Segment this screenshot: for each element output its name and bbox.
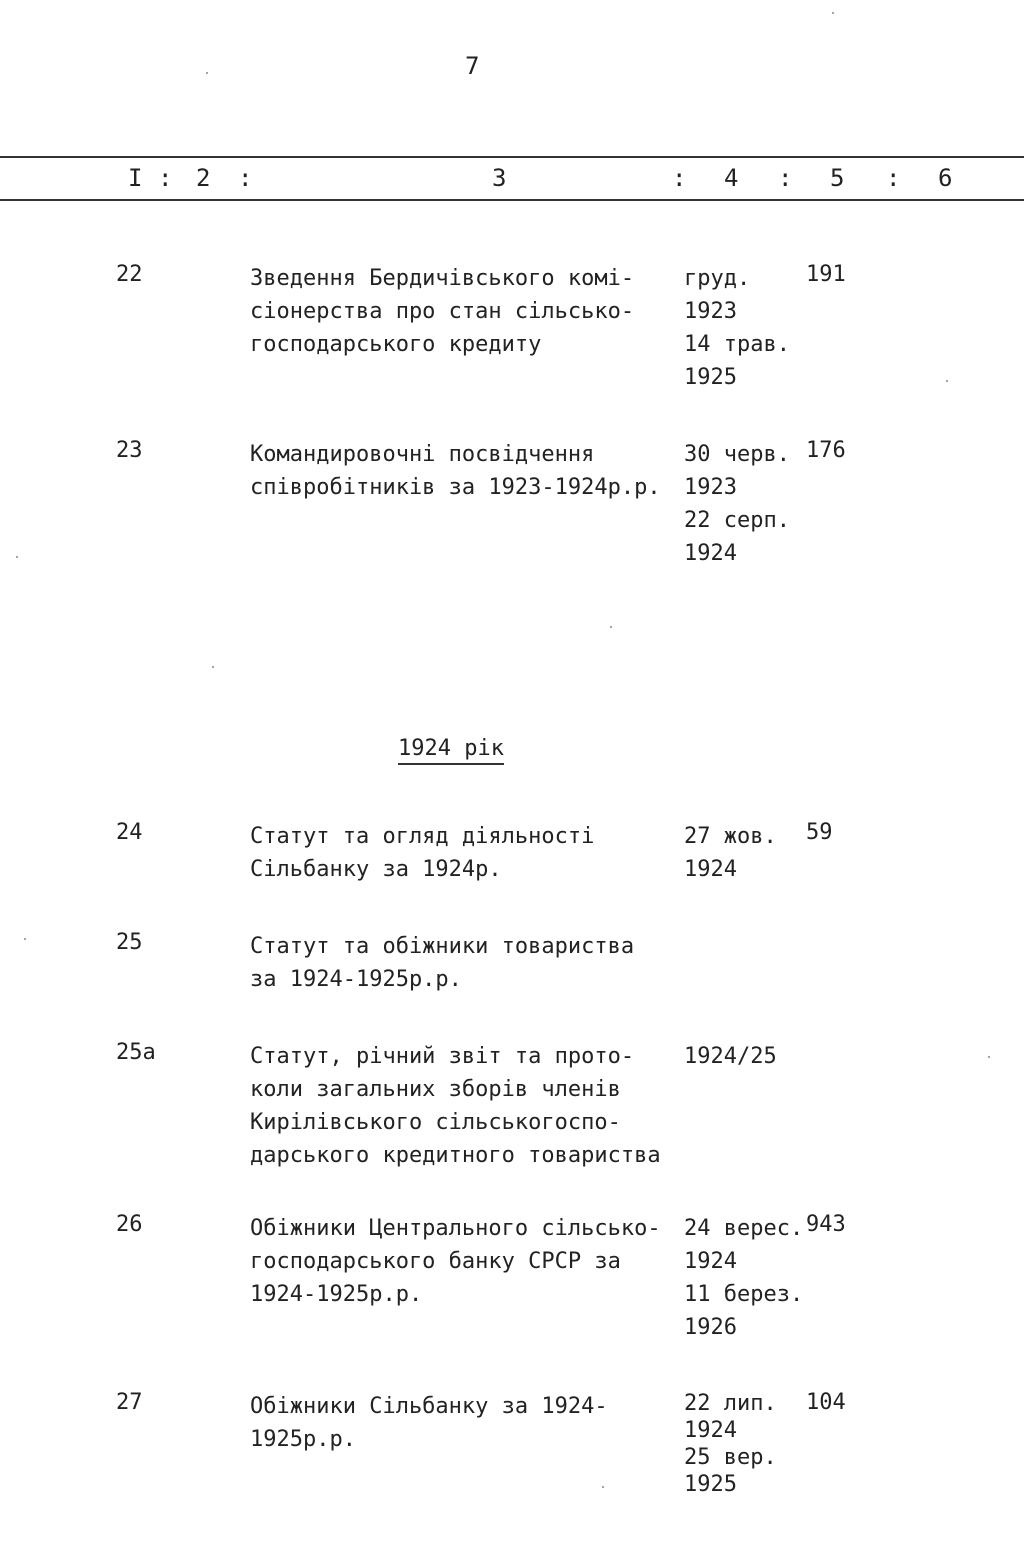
row-sheets: 104 bbox=[806, 1390, 846, 1415]
row-number: 27 bbox=[116, 1390, 143, 1415]
page-number: 7 bbox=[465, 52, 480, 80]
header-separator: : bbox=[158, 164, 173, 192]
header-separator: : bbox=[238, 164, 253, 192]
header-separator: : bbox=[778, 164, 793, 192]
title-line: 1925р.р. bbox=[250, 1427, 356, 1452]
scan-speck bbox=[602, 1486, 604, 1488]
scan-speck bbox=[610, 626, 612, 628]
date-line: 24 верес. bbox=[684, 1216, 804, 1241]
row-sheets: 191 bbox=[806, 262, 846, 287]
title-line: Зведення Бердичівського комі- bbox=[250, 266, 635, 291]
header-col-1: I bbox=[128, 164, 143, 192]
title-line: сіонерства про стан сільсько- bbox=[250, 299, 635, 324]
title-line: Сільбанку за 1924р. bbox=[250, 857, 502, 882]
header-separator: : bbox=[672, 164, 687, 192]
scan-speck bbox=[16, 556, 18, 558]
row-title bbox=[250, 1390, 680, 1456]
title-line: Статут, річний звіт та прото- bbox=[250, 1044, 635, 1069]
row-dates bbox=[684, 1212, 803, 1344]
row-number: 23 bbox=[116, 438, 143, 463]
date-line: 1925 bbox=[684, 1472, 737, 1497]
row-number: 25а bbox=[116, 1040, 156, 1065]
row-sheets: 59 bbox=[806, 820, 833, 845]
date-line: 1924 bbox=[684, 857, 737, 882]
row-title bbox=[250, 1040, 680, 1172]
date-line: 1924 bbox=[684, 1249, 737, 1274]
date-line: 1923 bbox=[684, 299, 737, 324]
title-line: співробітників за 1923-1924р.р. bbox=[250, 475, 661, 500]
title-line: Статут та огляд діяльності bbox=[250, 824, 595, 849]
row-dates bbox=[684, 1390, 777, 1498]
title-line: Кирілівського сільськогоспо- bbox=[250, 1110, 621, 1135]
row-title bbox=[250, 820, 680, 886]
date-line: груд. bbox=[684, 266, 751, 291]
scan-speck bbox=[988, 1056, 990, 1058]
date-line: 1926 bbox=[684, 1315, 737, 1340]
date-line: 27 жов. bbox=[684, 824, 777, 849]
date-line: 30 черв. bbox=[684, 442, 790, 467]
scan-speck bbox=[832, 12, 834, 14]
date-line: 1924 bbox=[684, 541, 737, 566]
title-line: господарського банку СРСР за bbox=[250, 1249, 621, 1274]
header-col-5: 5 bbox=[830, 164, 845, 192]
header-col-2: 2 bbox=[196, 164, 211, 192]
row-dates bbox=[684, 262, 790, 394]
title-line: Командировочні посвідчення bbox=[250, 442, 595, 467]
title-line: дарського кредитного товариства bbox=[250, 1143, 661, 1168]
row-sheets: 943 bbox=[806, 1212, 846, 1237]
header-col-6: 6 bbox=[938, 164, 953, 192]
date-line: 22 лип. bbox=[684, 1391, 777, 1416]
date-line: 25 вер. bbox=[684, 1445, 777, 1470]
header-col-4: 4 bbox=[724, 164, 739, 192]
title-line: Обіжники Сільбанку за 1924- bbox=[250, 1394, 608, 1419]
header-top-rule bbox=[0, 156, 1024, 158]
row-title bbox=[250, 438, 680, 504]
row-number: 22 bbox=[116, 262, 143, 287]
title-line: за 1924-1925р.р. bbox=[250, 967, 462, 992]
row-dates bbox=[684, 438, 790, 570]
header-separator: : bbox=[886, 164, 901, 192]
date-line: 14 трав. bbox=[684, 332, 790, 357]
row-number: 25 bbox=[116, 930, 143, 955]
title-line: господарського кредиту bbox=[250, 332, 542, 357]
header-col-3: 3 bbox=[492, 164, 507, 192]
year-heading: 1924 рік bbox=[398, 736, 504, 765]
date-line: 1924/25 bbox=[684, 1044, 777, 1069]
title-line: Статут та обіжники товариства bbox=[250, 934, 635, 959]
title-line: 1924-1925р.р. bbox=[250, 1282, 423, 1307]
scan-speck bbox=[24, 938, 26, 940]
scan-speck bbox=[206, 72, 208, 74]
row-number: 26 bbox=[116, 1212, 143, 1237]
scan-speck bbox=[212, 666, 214, 668]
title-line: коли загальних зборів членів bbox=[250, 1077, 621, 1102]
date-line: 1925 bbox=[684, 365, 737, 390]
date-line: 11 берез. bbox=[684, 1282, 804, 1307]
title-line: Обіжники Центрального сільсько- bbox=[250, 1216, 661, 1241]
date-line: 1923 bbox=[684, 475, 737, 500]
date-line: 1924 bbox=[684, 1418, 737, 1443]
row-number: 24 bbox=[116, 820, 143, 845]
row-title bbox=[250, 1212, 680, 1311]
row-title bbox=[250, 930, 680, 996]
row-dates bbox=[684, 820, 777, 886]
row-title bbox=[250, 262, 680, 361]
date-line: 22 серп. bbox=[684, 508, 790, 533]
row-dates bbox=[684, 1040, 777, 1073]
header-bottom-rule bbox=[0, 199, 1024, 201]
row-sheets: 176 bbox=[806, 438, 846, 463]
scan-speck bbox=[946, 380, 948, 382]
